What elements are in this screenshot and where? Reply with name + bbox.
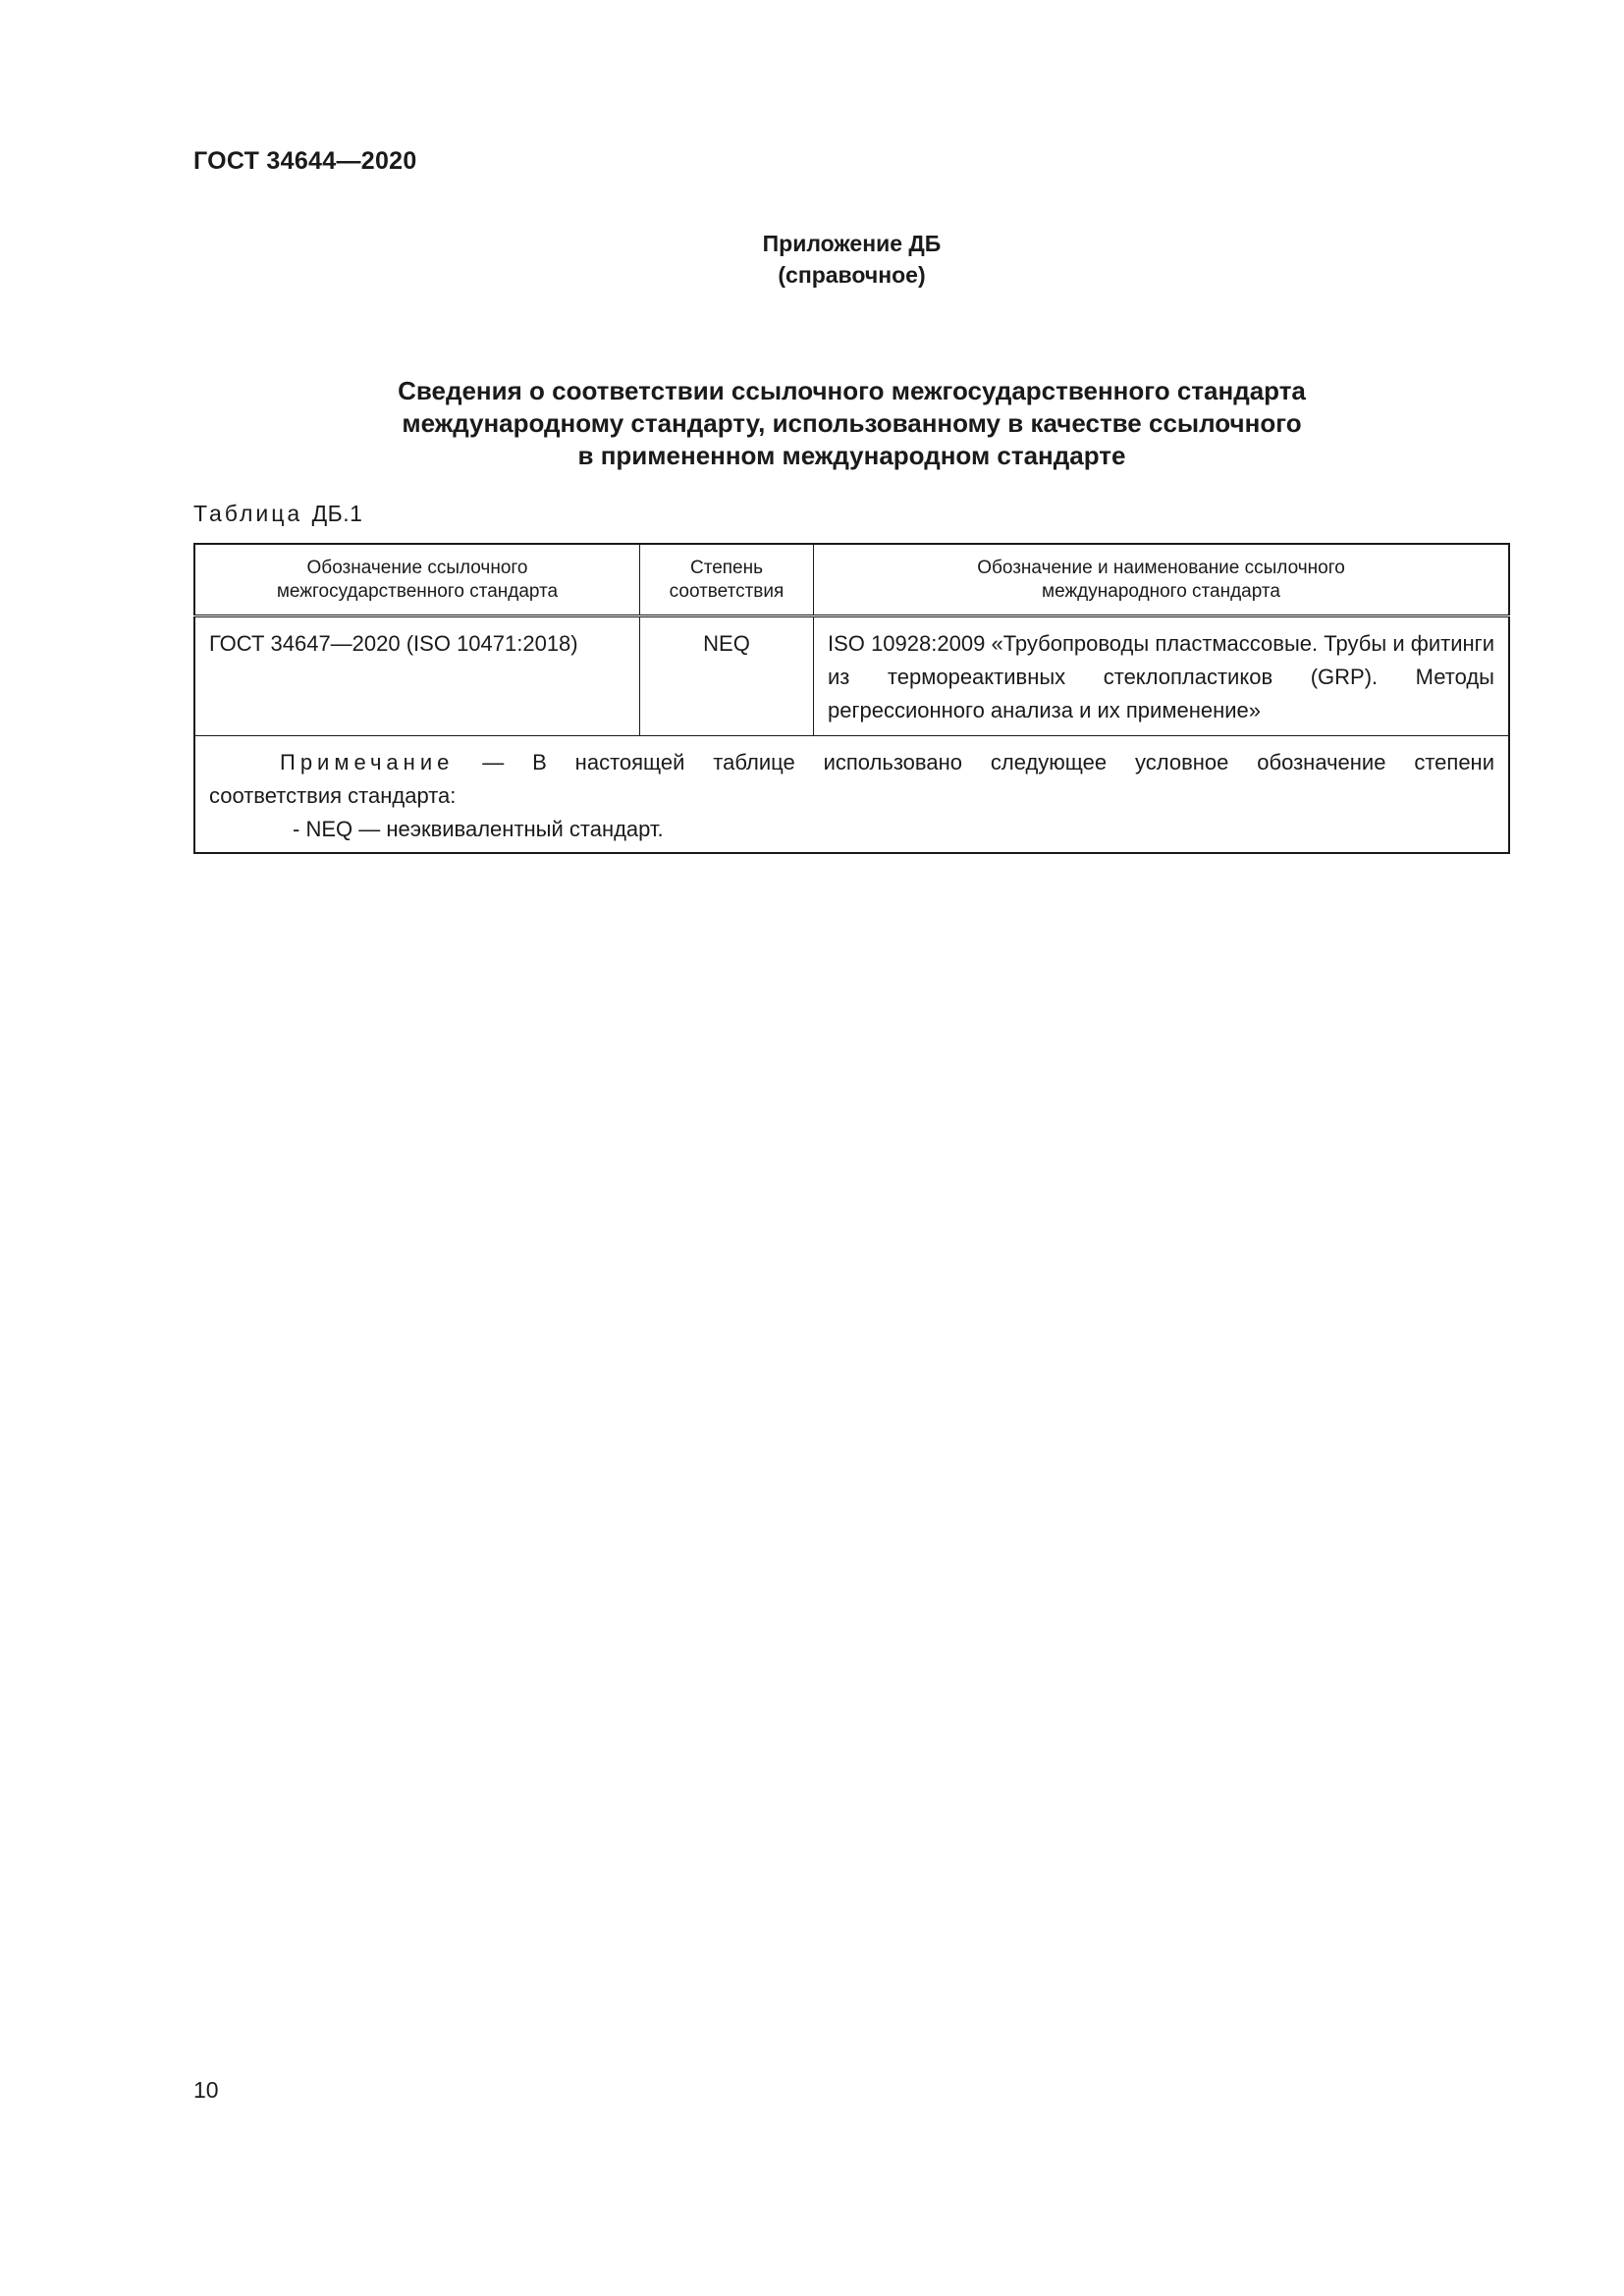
heading-line-1: Сведения о соответствии ссылочного межгосударственного стандарта [398, 376, 1306, 405]
header-col3-line1: Обозначение и наименование ссылочного [977, 558, 1345, 578]
appendix-title: Приложение ДБ [762, 231, 942, 256]
appendix-header [0, 228, 1624, 291]
cell-degree: NEQ [640, 616, 814, 736]
heading-line-2: международному стандарту, использованному в качестве ссылочного [402, 408, 1302, 438]
note-text-line2: соответствия стандарта: [209, 783, 457, 808]
table-caption-number: ДБ.1 [311, 501, 363, 526]
note-line-1 [209, 746, 1494, 779]
header-col1-line1: Обозначение ссылочного [306, 558, 528, 578]
header-interstate-standard [194, 544, 640, 616]
table-caption [193, 501, 362, 527]
table-row [194, 616, 1509, 736]
page-number: 10 [193, 2077, 219, 2103]
correspondence-table [193, 543, 1510, 854]
note-label: Примечание [280, 750, 455, 774]
document-code: ГОСТ 34644—2020 [193, 147, 417, 175]
header-col2-line2: соответствия [669, 581, 785, 602]
heading-line-3: в примененном международном стандарте [577, 441, 1126, 470]
table-note [194, 736, 1509, 854]
note-text-line1: — В настоящей таблице использовано следующее условное обозначение степени [482, 750, 1494, 774]
cell-international-standard: ISO 10928:2009 «Трубопроводы пластмассовые. Трубы и фитинги из термореактивных стеклопластиков (GRP). Методы регрессионного анализа и их применение» [814, 616, 1510, 736]
header-international-standard [814, 544, 1510, 616]
header-col1-line2: межгосударственного стандарта [276, 581, 559, 602]
appendix-subtitle: (справочное) [778, 262, 926, 288]
note-list-item: - NEQ — неэквивалентный стандарт. [293, 817, 664, 841]
header-degree [640, 544, 814, 616]
table-header-row [194, 544, 1509, 616]
table-note-row [194, 736, 1509, 854]
section-heading [0, 375, 1624, 472]
header-col2-line1: Степень [689, 558, 764, 578]
cell-interstate-standard: ГОСТ 34647—2020 (ISO 10471:2018) [194, 616, 640, 736]
header-col3-line2: международного стандарта [1042, 581, 1280, 602]
table-caption-word: Таблица [193, 501, 303, 526]
